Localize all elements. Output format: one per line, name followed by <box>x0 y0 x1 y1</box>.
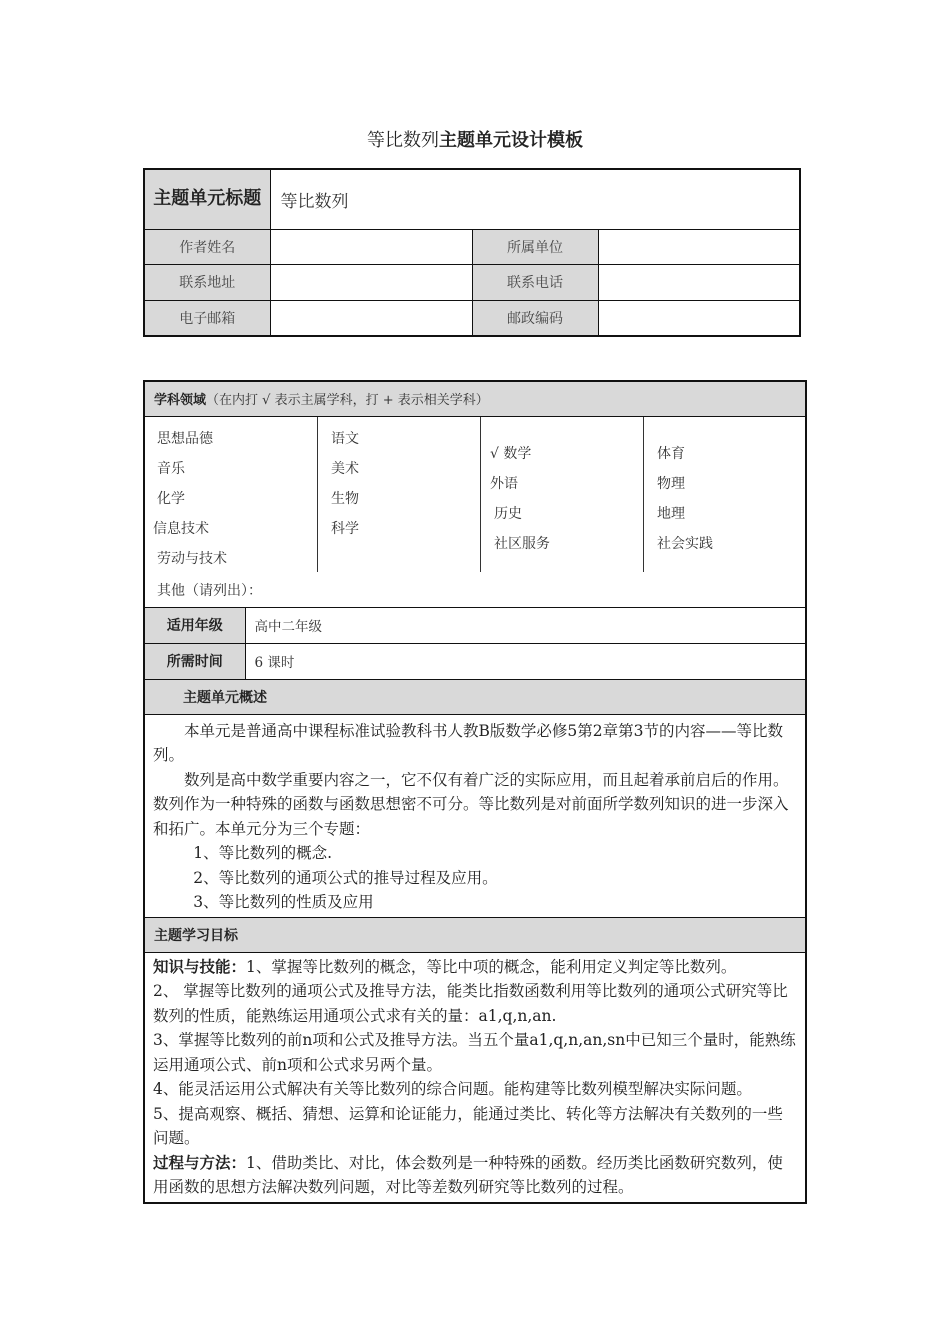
goals-content <box>144 952 806 1203</box>
subject-item: 生物 <box>331 490 359 507</box>
subject-item: 化学 <box>157 490 185 507</box>
org-label: 所属单位 <box>472 229 598 264</box>
subject-area <box>144 416 806 607</box>
subject-header <box>144 381 806 416</box>
overview-content <box>144 714 806 917</box>
subject-item: 思想品德 <box>157 430 213 447</box>
title-normal: 等比数列 <box>367 130 439 151</box>
overview-label: 主题单元概述 <box>144 679 806 714</box>
goal-item: 5、提高观察、概括、猜想、运算和论证能力，能通过类比、转化等方法解决有关数列的一些问题。 <box>153 1104 783 1147</box>
subject-header-note: （在内打 √ 表示主属学科，打 + 表示相关学科） <box>206 393 489 409</box>
goal-item: 4、能灵活运用公式解决有关等比数列的综合问题。能构建等比数列模型解决实际问题。 <box>153 1080 752 1098</box>
email-value[interactable] <box>270 300 472 336</box>
column-divider <box>317 417 318 572</box>
title-bold: 主题单元设计模板 <box>439 130 583 151</box>
goal-item: 2、 掌握等比数列的通项公式及推导方法，能类比指数函数利用等比数列的通项公式研究等比数列的性质，能熟练运用通项公式求有关的量：a1,q,n,an. <box>153 982 788 1025</box>
overview-list-item: 2、等比数列的通项公式的推导过程及应用。 <box>193 868 498 887</box>
other-subjects: 其他（请列出）： <box>157 582 262 599</box>
goal-item: 3、掌握等比数列的前n项和公式及推导方法。当五个量a1,q,n,an,sn中已知三个量时，能熟练运用通项公式、前n项和公式求另两个量。 <box>153 1031 796 1074</box>
subject-item-math-checked: √ 数学 <box>490 445 532 462</box>
unit-title-label: 主题单元标题 <box>144 169 270 229</box>
address-value[interactable] <box>270 264 472 300</box>
postcode-value[interactable] <box>598 300 800 336</box>
subject-header-label: 学科领域 <box>154 393 207 409</box>
subject-item: 美术 <box>331 460 359 477</box>
author-value[interactable] <box>270 229 472 264</box>
design-table <box>143 380 807 1204</box>
subject-item: 信息技术 <box>153 520 209 537</box>
goals-label: 主题学习目标 <box>144 917 806 952</box>
phone-value[interactable] <box>598 264 800 300</box>
overview-paragraph: 数列是高中数学重要内容之一，它不仅有着广泛的实际应用，而且起着承前启后的作用。 数列作为一种特殊的函数与函数思想密不可分。等比数列是对前面所学数列知识的进一步深入和拓广。本单元分为三个专题： <box>153 770 789 838</box>
grade-value: 高中二年级 <box>245 607 806 643</box>
overview-list-item: 1、等比数列的概念. <box>193 844 333 862</box>
time-label: 所需时间 <box>144 643 245 679</box>
phone-label: 联系电话 <box>472 264 598 300</box>
unit-title-value: 等比数列 <box>270 169 800 229</box>
subject-item: 历史 <box>494 505 522 522</box>
subject-item: 体育 <box>657 445 685 462</box>
subject-item: 音乐 <box>157 460 185 477</box>
org-value[interactable] <box>598 229 800 264</box>
author-label: 作者姓名 <box>144 229 270 264</box>
address-label: 联系地址 <box>144 264 270 300</box>
time-value: 6 课时 <box>245 643 806 679</box>
process-method-label: 过程与方法： <box>153 1153 247 1172</box>
subject-item: 科学 <box>331 520 359 537</box>
grade-label: 适用年级 <box>144 607 245 643</box>
document-title <box>0 126 950 152</box>
goal-item: 1、借助类比、对比，体会数列是一种特殊的函数。经历类比函数研究数列，使用函数的思想方法解决数列问题，对比等差数列研究等比数列的过程。 <box>153 1153 783 1196</box>
subject-item: 社会实践 <box>657 535 713 552</box>
goal-item: 1、掌握等比数列的概念，等比中项的概念，能利用定义判定等比数列。 <box>246 957 737 976</box>
knowledge-skills-label: 知识与技能： <box>153 957 247 976</box>
overview-paragraph: 本单元是普通高中课程标准试验教科书人教B版数学必修5第2章第3节的内容——等比数列。 <box>153 721 783 764</box>
subject-item: 地理 <box>657 505 685 522</box>
subject-item: 外语 <box>490 475 518 492</box>
subject-item: 语文 <box>331 430 359 447</box>
column-divider <box>643 417 644 572</box>
subject-item: 物理 <box>657 475 685 492</box>
email-label: 电子邮箱 <box>144 300 270 336</box>
subject-item: 劳动与技术 <box>157 550 227 567</box>
overview-list-item: 3、等比数列的性质及应用 <box>193 893 374 911</box>
column-divider <box>480 417 481 572</box>
info-table <box>143 168 801 337</box>
postcode-label: 邮政编码 <box>472 300 598 336</box>
subject-item: 社区服务 <box>494 535 550 552</box>
